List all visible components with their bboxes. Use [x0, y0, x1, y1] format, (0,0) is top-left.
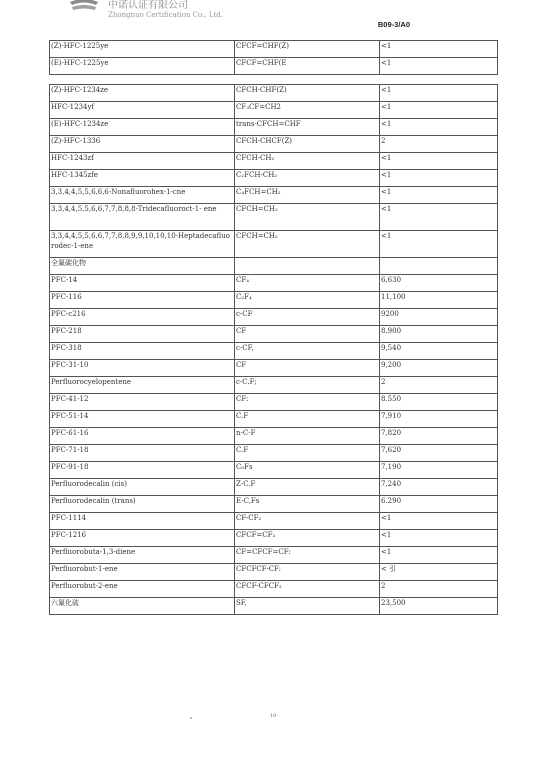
formula-cell: CFCF=CF₂	[235, 530, 380, 547]
substance-name-cell: PFC-318	[50, 343, 235, 360]
table-row	[50, 136, 498, 153]
substance-name-cell: HFC-1243zf	[50, 153, 235, 170]
table-row	[50, 598, 498, 615]
substance-name-cell: Perfluorobut-2-ene	[50, 581, 235, 598]
substance-name-cell: PFC-1216	[50, 530, 235, 547]
formula-cell: CF	[235, 360, 380, 377]
formula-cell: CFCH-CHF(Z)	[235, 85, 380, 102]
gwp-cell: 7,240	[380, 479, 498, 496]
formula-cell: C.F	[235, 411, 380, 428]
formula-cell: CF₄	[235, 275, 380, 292]
gwp-cell: <1	[380, 170, 498, 187]
formula-cell: CFCF=CHF(E	[235, 58, 380, 75]
gwp-cell: <1	[380, 187, 498, 204]
table-row	[50, 258, 498, 275]
substance-name-cell: PFC-31-10	[50, 360, 235, 377]
substance-name-cell: 3,3,4,4,5,5,6,6,6-Nonafluorohex-1-cne	[50, 187, 235, 204]
gwp-cell: 9200	[380, 309, 498, 326]
table-row	[50, 462, 498, 479]
substance-name-cell: PFC-91-18	[50, 462, 235, 479]
substance-name-cell: PFC-116	[50, 292, 235, 309]
substance-name-cell: 全氟碳化物	[50, 258, 235, 275]
formula-cell: C₀Fs	[235, 462, 380, 479]
substance-name-cell: PFC-71-18	[50, 445, 235, 462]
table-row	[50, 513, 498, 530]
gwp-cell: <1	[380, 102, 498, 119]
table-row	[50, 547, 498, 564]
gwp-cell: <1	[380, 231, 498, 258]
gwp-cell: 8.550	[380, 394, 498, 411]
substance-name-cell: 3,3,4,4,5,5,6,6,7,7,8,8,9,9,10,10,10-Heptadecafluorodec-1-ene	[50, 231, 235, 258]
table-row	[50, 170, 498, 187]
table-row	[50, 309, 498, 326]
formula-cell: CFCF=CHF(Z)	[235, 41, 380, 58]
formula-cell: C₂F₄	[235, 292, 380, 309]
table-row	[50, 564, 498, 581]
gwp-cell: 7,190	[380, 462, 498, 479]
formula-cell: c-CF	[235, 309, 380, 326]
gwp-cell: <1	[380, 530, 498, 547]
substance-name-cell: Perfluorocyelopentene	[50, 377, 235, 394]
gwp-cell: 2	[380, 377, 498, 394]
gwp-cell: 8.900	[380, 326, 498, 343]
table-row	[50, 377, 498, 394]
gwp-cell: 7,910	[380, 411, 498, 428]
substance-name-cell: (E)-HFC-1234ze	[50, 119, 235, 136]
table-row	[50, 275, 498, 292]
gwp-cell: 7,620	[380, 445, 498, 462]
gwp-cell: <1	[380, 513, 498, 530]
substance-name-cell: (E)-HFC-1225ye	[50, 58, 235, 75]
gwp-cell	[380, 258, 498, 275]
table-row	[50, 530, 498, 547]
table-row	[50, 411, 498, 428]
substance-name-cell: PFC-14	[50, 275, 235, 292]
substance-name-cell: (Z)-HFC-1234ze	[50, 85, 235, 102]
table-row	[50, 102, 498, 119]
substance-name-cell: Perfluorobut-1-ene	[50, 564, 235, 581]
gwp-cell: 23,500	[380, 598, 498, 615]
formula-cell: E-C,Fs	[235, 496, 380, 513]
formula-cell: trans-CFCH=CHF	[235, 119, 380, 136]
formula-cell: c-C.F;	[235, 377, 380, 394]
table-row	[50, 581, 498, 598]
table-row	[50, 119, 498, 136]
formula-cell: CF:	[235, 394, 380, 411]
formula-cell: CFCH-CH₂	[235, 153, 380, 170]
formula-cell: CFCH=CH₂	[235, 231, 380, 258]
formula-cell: Z-C.F	[235, 479, 380, 496]
substance-name-cell: PFC-61-16	[50, 428, 235, 445]
table-row	[50, 153, 498, 170]
gas-table-top	[49, 40, 498, 75]
substance-name-cell: PFC-c216	[50, 309, 235, 326]
table-row	[50, 85, 498, 102]
substance-name-cell: (Z)-HFC-1336	[50, 136, 235, 153]
gwp-cell: 6,630	[380, 275, 498, 292]
table-row	[50, 479, 498, 496]
table-row	[50, 326, 498, 343]
formula-cell: CF	[235, 326, 380, 343]
gwp-cell: 7,820	[380, 428, 498, 445]
gwp-cell: 2	[380, 136, 498, 153]
gwp-cell: <1	[380, 547, 498, 564]
page-number: 10	[270, 713, 277, 719]
formula-cell: SF,	[235, 598, 380, 615]
table-row	[50, 360, 498, 377]
formula-cell: C.F	[235, 445, 380, 462]
table-row	[50, 343, 498, 360]
substance-name-cell: 六氟化硫	[50, 598, 235, 615]
substance-name-cell: Perfluorodecalin (cis)	[50, 479, 235, 496]
gwp-cell: 2	[380, 581, 498, 598]
substance-name-cell: PFC-218	[50, 326, 235, 343]
formula-cell: C₄FCH=CH₂	[235, 187, 380, 204]
substance-name-cell: Perfluorodecalin (trans)	[50, 496, 235, 513]
table-row	[50, 41, 498, 58]
table-row	[50, 187, 498, 204]
formula-cell: C₂FCH-CH₂	[235, 170, 380, 187]
company-name-cn: 中诺认证有限公司	[108, 0, 188, 11]
table-row	[50, 394, 498, 411]
table-row	[50, 292, 498, 309]
formula-cell: CFCH=CH₂	[235, 204, 380, 231]
formula-cell: CFCH-CHCF(Z)	[235, 136, 380, 153]
table-row	[50, 445, 498, 462]
formula-cell: c-CF,	[235, 343, 380, 360]
substance-name-cell: Perfluorobuta-1,3-diene	[50, 547, 235, 564]
company-name-en: Zhongnuo Certification Co., Ltd.	[108, 11, 223, 19]
substance-name-cell: (Z)-HFC-1225ye	[50, 41, 235, 58]
formula-cell: CF-CF₂	[235, 513, 380, 530]
table-row	[50, 58, 498, 75]
gwp-cell: 9,540	[380, 343, 498, 360]
table-row	[50, 428, 498, 445]
table-row	[50, 496, 498, 513]
formula-cell: CF=CFCF=CF:	[235, 547, 380, 564]
table-row	[50, 204, 498, 231]
company-logo	[68, 0, 100, 20]
gwp-cell: 9,200	[380, 360, 498, 377]
substance-name-cell: HFC-1234yf	[50, 102, 235, 119]
formula-cell	[235, 258, 380, 275]
table-row	[50, 231, 498, 258]
formula-cell: n-C-F	[235, 428, 380, 445]
gwp-cell: <1	[380, 58, 498, 75]
gwp-cell: < 引	[380, 564, 498, 581]
substance-name-cell: HFC-1345zfe	[50, 170, 235, 187]
formula-cell: CFCF-CFCF₂	[235, 581, 380, 598]
gwp-cell: <1	[380, 85, 498, 102]
gwp-cell: <1	[380, 153, 498, 170]
gwp-cell: <1	[380, 41, 498, 58]
formula-cell: CFCFCF-CF:	[235, 564, 380, 581]
substance-name-cell: PFC-1114	[50, 513, 235, 530]
substance-name-cell: 3,3,4,4,5,5,6,6,7,7,8,8,8-Tridecafluoroct-1- ene	[50, 204, 235, 231]
gwp-cell: <1	[380, 204, 498, 231]
gas-table-main	[49, 84, 498, 615]
gwp-cell: 6.290	[380, 496, 498, 513]
substance-name-cell: PFC-51-14	[50, 411, 235, 428]
gwp-cell: 11,100	[380, 292, 498, 309]
substance-name-cell: PFC-41-12	[50, 394, 235, 411]
gwp-cell: <1	[380, 119, 498, 136]
document-reference: B09-3/A0	[377, 20, 410, 29]
formula-cell: CF₃CF=CH2	[235, 102, 380, 119]
scan-speck	[190, 717, 192, 719]
